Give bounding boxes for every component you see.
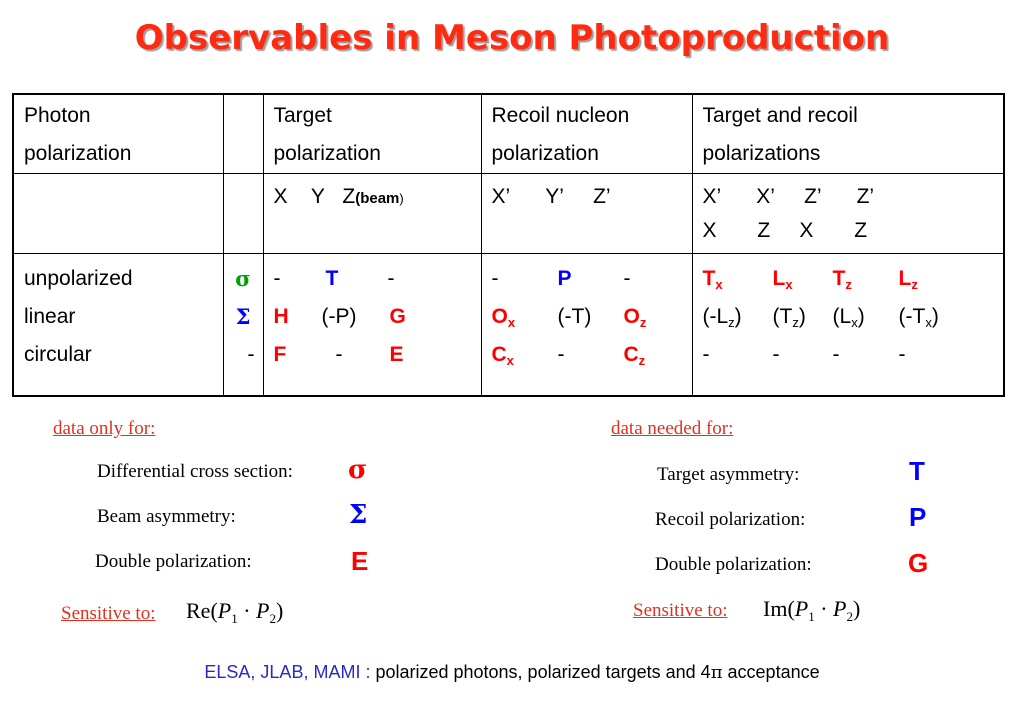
observable-row — [492, 336, 684, 374]
observable-text: (-L — [702, 305, 729, 328]
photon-label: circular — [24, 343, 92, 366]
axis-label: Z — [854, 219, 868, 242]
table-header-row — [13, 94, 1004, 174]
observable-text: O — [623, 305, 640, 328]
observable-text: (T — [772, 305, 793, 328]
observable-text: - — [623, 267, 631, 290]
observable-text: - — [898, 343, 906, 366]
observable-close: ) — [931, 305, 939, 328]
axis-label: X’ — [702, 185, 722, 208]
observable-text: P — [557, 267, 572, 290]
table-axes-row — [13, 174, 1004, 254]
header-target-recoil-polarizations — [692, 94, 1004, 174]
observable-row — [703, 336, 996, 374]
observable: (-P) — [321, 305, 357, 328]
observable-subscript: z — [639, 315, 647, 330]
formula-p: P — [794, 596, 809, 621]
note-label: Differential cross section: — [97, 461, 293, 482]
recoil-axes — [481, 174, 692, 254]
footer-note — [0, 662, 1024, 683]
pi-symbol: π — [710, 662, 723, 683]
axes-empty — [223, 174, 263, 254]
observable — [833, 298, 899, 336]
sigma-symbol: σ — [348, 455, 368, 485]
observable — [899, 298, 959, 336]
observable — [624, 298, 684, 336]
recoil-observables-cell — [481, 254, 692, 397]
header-text: polarizations — [702, 142, 821, 165]
observable — [773, 298, 833, 336]
observable-E: E — [389, 343, 404, 366]
observable-text: L — [772, 267, 786, 290]
target-observables-cell — [263, 254, 481, 397]
observable — [899, 336, 959, 374]
beam-symbols-cell — [223, 254, 263, 397]
axis-label: X — [799, 219, 814, 242]
note-label: Recoil polarization: — [655, 509, 806, 530]
observable-text: - — [491, 267, 499, 290]
formula-sub: 2 — [269, 611, 276, 626]
photon-label: unpolarized — [24, 267, 133, 290]
observable-T: T — [325, 267, 339, 290]
axis-label: Z — [342, 185, 356, 208]
target-recoil-observables-cell — [692, 254, 1004, 397]
observable-P: P — [909, 502, 927, 532]
note-label: Target asymmetry: — [657, 464, 800, 485]
observable-row — [492, 260, 684, 298]
formula-dot: · — [243, 598, 251, 623]
note-label: Double polarization: — [655, 554, 812, 575]
observable-text: - — [557, 343, 565, 366]
observable-row — [492, 298, 684, 336]
observable — [558, 260, 624, 298]
header-text: Target and recoil — [702, 104, 858, 127]
axis-label: Y — [310, 185, 325, 208]
page-title: Observables in Meson Photoproduction — [134, 18, 890, 58]
sensitive-label: Sensitive to: — [61, 603, 156, 624]
observable-subscript: z — [792, 315, 799, 330]
formula-p: P — [256, 598, 270, 623]
observable-close: ) — [798, 305, 806, 328]
header-text: polarization — [24, 142, 132, 165]
axis-label: Z — [757, 219, 771, 242]
observable-text: - — [702, 343, 710, 366]
observable-close: ) — [734, 305, 742, 328]
beam-label: (beam — [355, 190, 400, 207]
formula-p: P — [217, 598, 232, 623]
observable — [773, 336, 833, 374]
data-only-heading: data only for: — [53, 418, 156, 439]
observable-text: T — [702, 267, 716, 290]
photon-labels-cell — [13, 254, 223, 397]
beam-label-close: ) — [399, 191, 404, 206]
axis-label: Y’ — [545, 185, 564, 208]
header-text: polarization — [273, 142, 381, 165]
observable-text: - — [772, 343, 780, 366]
observable-subscript: z — [638, 353, 646, 368]
observable-subscript: x — [506, 353, 514, 368]
observable-T: T — [909, 456, 925, 486]
observable — [703, 298, 773, 336]
axis-label: X — [273, 185, 288, 208]
target-recoil-axes — [692, 174, 1004, 254]
header-text: Photon — [24, 104, 91, 127]
axis-label: X’ — [491, 185, 511, 208]
observable — [492, 298, 558, 336]
observable-subscript: x — [507, 315, 516, 330]
observable — [492, 260, 558, 298]
sigma-symbol: σ — [235, 266, 251, 291]
observable-G: G — [389, 305, 406, 328]
observable: - — [335, 343, 343, 366]
footer-text: polarized photons, polarized targets and 4 — [370, 662, 711, 682]
footer-text: acceptance — [722, 662, 820, 682]
formula-p: P — [833, 596, 847, 621]
observables-table — [12, 93, 1005, 397]
observable-subscript: x — [851, 315, 858, 330]
observable-F: F — [273, 343, 287, 366]
observable — [899, 260, 959, 298]
observable-subscript: z — [845, 277, 852, 292]
observable-text: C — [491, 343, 507, 366]
observable — [703, 260, 773, 298]
observable-text: O — [491, 305, 508, 328]
photon-label: linear — [24, 305, 76, 328]
observable — [558, 298, 624, 336]
target-axes — [263, 174, 481, 254]
observable — [492, 336, 558, 374]
observable-H: H — [273, 305, 289, 328]
observable — [624, 260, 684, 298]
observable-subscript: x — [785, 277, 793, 292]
data-needed-heading: data needed for: — [611, 418, 734, 439]
observable-text: C — [623, 343, 639, 366]
observable-text: (-T) — [557, 305, 592, 328]
formula-op: Im( — [763, 596, 795, 621]
big-sigma-symbol: Σ — [235, 304, 251, 329]
note-label: Beam asymmetry: — [97, 506, 236, 527]
observable — [558, 336, 624, 374]
observable-text: T — [832, 267, 846, 290]
axis-label: X’ — [756, 185, 775, 208]
formula-sub: 1 — [808, 609, 815, 624]
axes-empty — [13, 174, 223, 254]
observable-text: L — [898, 267, 912, 290]
header-text: Recoil nucleon — [491, 104, 630, 127]
im-formula — [763, 596, 860, 622]
axis-label: Z’ — [804, 185, 822, 208]
formula-close: ) — [276, 598, 284, 623]
observable — [624, 336, 684, 374]
observable-text: - — [832, 343, 840, 366]
axis-label: Z’ — [593, 185, 611, 208]
observable-subscript: z — [911, 277, 918, 292]
observable — [833, 336, 899, 374]
formula-close: ) — [853, 596, 861, 621]
formula-sub: 2 — [846, 609, 853, 624]
observable-text: (L — [832, 305, 852, 328]
labs-label: ELSA, JLAB, MAMI : — [204, 662, 371, 682]
observable-text: (-T — [898, 305, 926, 328]
observable-row — [703, 298, 996, 336]
axis-label: Z’ — [856, 185, 875, 208]
observable-close: ) — [857, 305, 865, 328]
observable: - — [273, 267, 281, 290]
header-target-polarization — [263, 94, 481, 174]
observable — [703, 336, 773, 374]
header-empty — [223, 94, 263, 174]
re-formula — [186, 598, 283, 624]
formula-dot: · — [820, 596, 828, 621]
dash-symbol: - — [247, 343, 255, 366]
formula-sub: 1 — [231, 611, 238, 626]
header-text: polarization — [491, 142, 599, 165]
sensitive-label: Sensitive to: — [633, 600, 728, 621]
big-sigma-symbol: Σ — [349, 500, 368, 530]
table-observables-row — [13, 254, 1004, 397]
note-label: Double polarization: — [95, 551, 252, 572]
observable-subscript: z — [728, 315, 735, 330]
observable — [773, 260, 833, 298]
observable-subscript: x — [715, 277, 723, 292]
axis-label: X — [702, 219, 717, 242]
observable-G: G — [908, 548, 929, 578]
observable — [833, 260, 899, 298]
observable-E: E — [351, 546, 369, 576]
header-recoil-polarization — [481, 94, 692, 174]
header-text: Target — [273, 104, 332, 127]
formula-op: Re( — [186, 598, 218, 623]
header-photon-polarization — [13, 94, 223, 174]
observable-row — [703, 260, 996, 298]
observable: - — [387, 267, 395, 290]
observable-subscript: x — [925, 315, 932, 330]
